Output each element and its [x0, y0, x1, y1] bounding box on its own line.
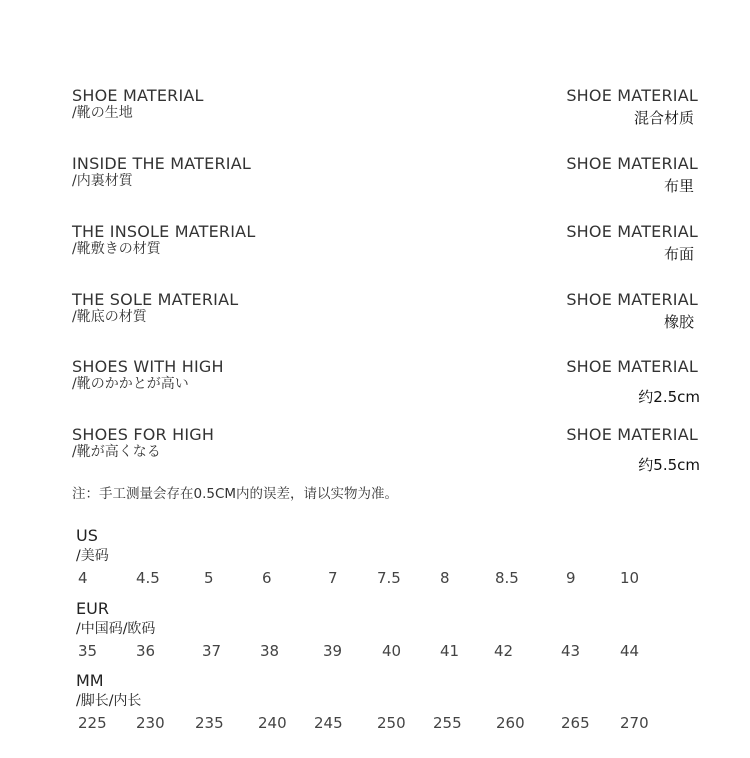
size-value: 255: [433, 714, 462, 732]
size-value: 38: [260, 642, 280, 660]
size-value: 5: [204, 569, 214, 587]
spec-value: 布面: [663, 245, 694, 263]
spec-label-en: THE SOLE MATERIAL: [72, 290, 239, 309]
size-value: 36: [136, 642, 156, 660]
spec-value: 橡胶: [663, 313, 694, 331]
spec-value: 混合材质: [633, 109, 694, 127]
size-value: 8: [440, 569, 450, 587]
size-value: 41: [440, 642, 460, 660]
spec-right-label: SHOE MATERIAL: [566, 357, 698, 376]
spec-value: 布里: [663, 177, 694, 195]
spec-label-cn: /靴が高くなる: [72, 444, 161, 460]
measurement-note: 注：手工测量会存在0.5CM内的误差，请以实物为准。: [72, 486, 399, 502]
size-value: 7.5: [377, 569, 401, 587]
spec-label-cn: /靴の生地: [72, 105, 133, 121]
size-value: 250: [377, 714, 406, 732]
size-value: 235: [195, 714, 224, 732]
size-value: 43: [561, 642, 581, 660]
size-label-cn: /脚长/内长: [76, 693, 142, 709]
spec-row-sole-material: [0, 291, 750, 351]
size-label-en: US: [76, 526, 98, 545]
size-value: 9: [566, 569, 576, 587]
spec-row-heel-height: [0, 358, 750, 418]
spec-value: 约5.5cm: [638, 456, 700, 474]
size-value: 270: [620, 714, 649, 732]
size-label-cn: /美码: [76, 548, 109, 564]
spec-row-inside-material: [0, 155, 750, 215]
spec-row-shoe-material: [0, 87, 750, 147]
size-value: 4.5: [136, 569, 160, 587]
spec-value: 约2.5cm: [638, 388, 700, 406]
size-value: 42: [494, 642, 514, 660]
size-value: 260: [496, 714, 525, 732]
size-value: 265: [561, 714, 590, 732]
spec-row-insole-material: [0, 223, 750, 283]
size-label-en: EUR: [76, 599, 109, 618]
size-value: 240: [258, 714, 287, 732]
size-value: 40: [382, 642, 402, 660]
spec-label-en: SHOES FOR HIGH: [72, 425, 215, 444]
size-value: 225: [78, 714, 107, 732]
spec-label-cn: /靴底の材質: [72, 309, 147, 325]
spec-right-label: SHOE MATERIAL: [566, 290, 698, 309]
size-value: 8.5: [495, 569, 519, 587]
size-value: 10: [620, 569, 640, 587]
size-value: 245: [314, 714, 343, 732]
spec-label-en: INSIDE THE MATERIAL: [72, 154, 251, 173]
size-value: 35: [78, 642, 98, 660]
spec-label-cn: /内裏材質: [72, 173, 133, 189]
spec-right-label: SHOE MATERIAL: [566, 154, 698, 173]
spec-label-cn: /靴のかかとが高い: [72, 376, 189, 392]
size-value: 7: [328, 569, 338, 587]
size-value: 230: [136, 714, 165, 732]
size-label-cn: /中国码/欧码: [76, 621, 156, 637]
spec-right-label: SHOE MATERIAL: [566, 86, 698, 105]
size-label-en: MM: [76, 671, 104, 690]
size-value: 39: [323, 642, 343, 660]
size-value: 37: [202, 642, 222, 660]
spec-row-shoe-height: [0, 426, 750, 486]
spec-label-en: SHOE MATERIAL: [72, 86, 204, 105]
size-value: 6: [262, 569, 272, 587]
spec-label-cn: /靴敷きの材質: [72, 241, 161, 257]
spec-label-en: SHOES WITH HIGH: [72, 357, 224, 376]
spec-right-label: SHOE MATERIAL: [566, 425, 698, 444]
spec-right-label: SHOE MATERIAL: [566, 222, 698, 241]
size-value: 4: [78, 569, 88, 587]
size-value: 44: [620, 642, 640, 660]
spec-label-en: THE INSOLE MATERIAL: [72, 222, 256, 241]
